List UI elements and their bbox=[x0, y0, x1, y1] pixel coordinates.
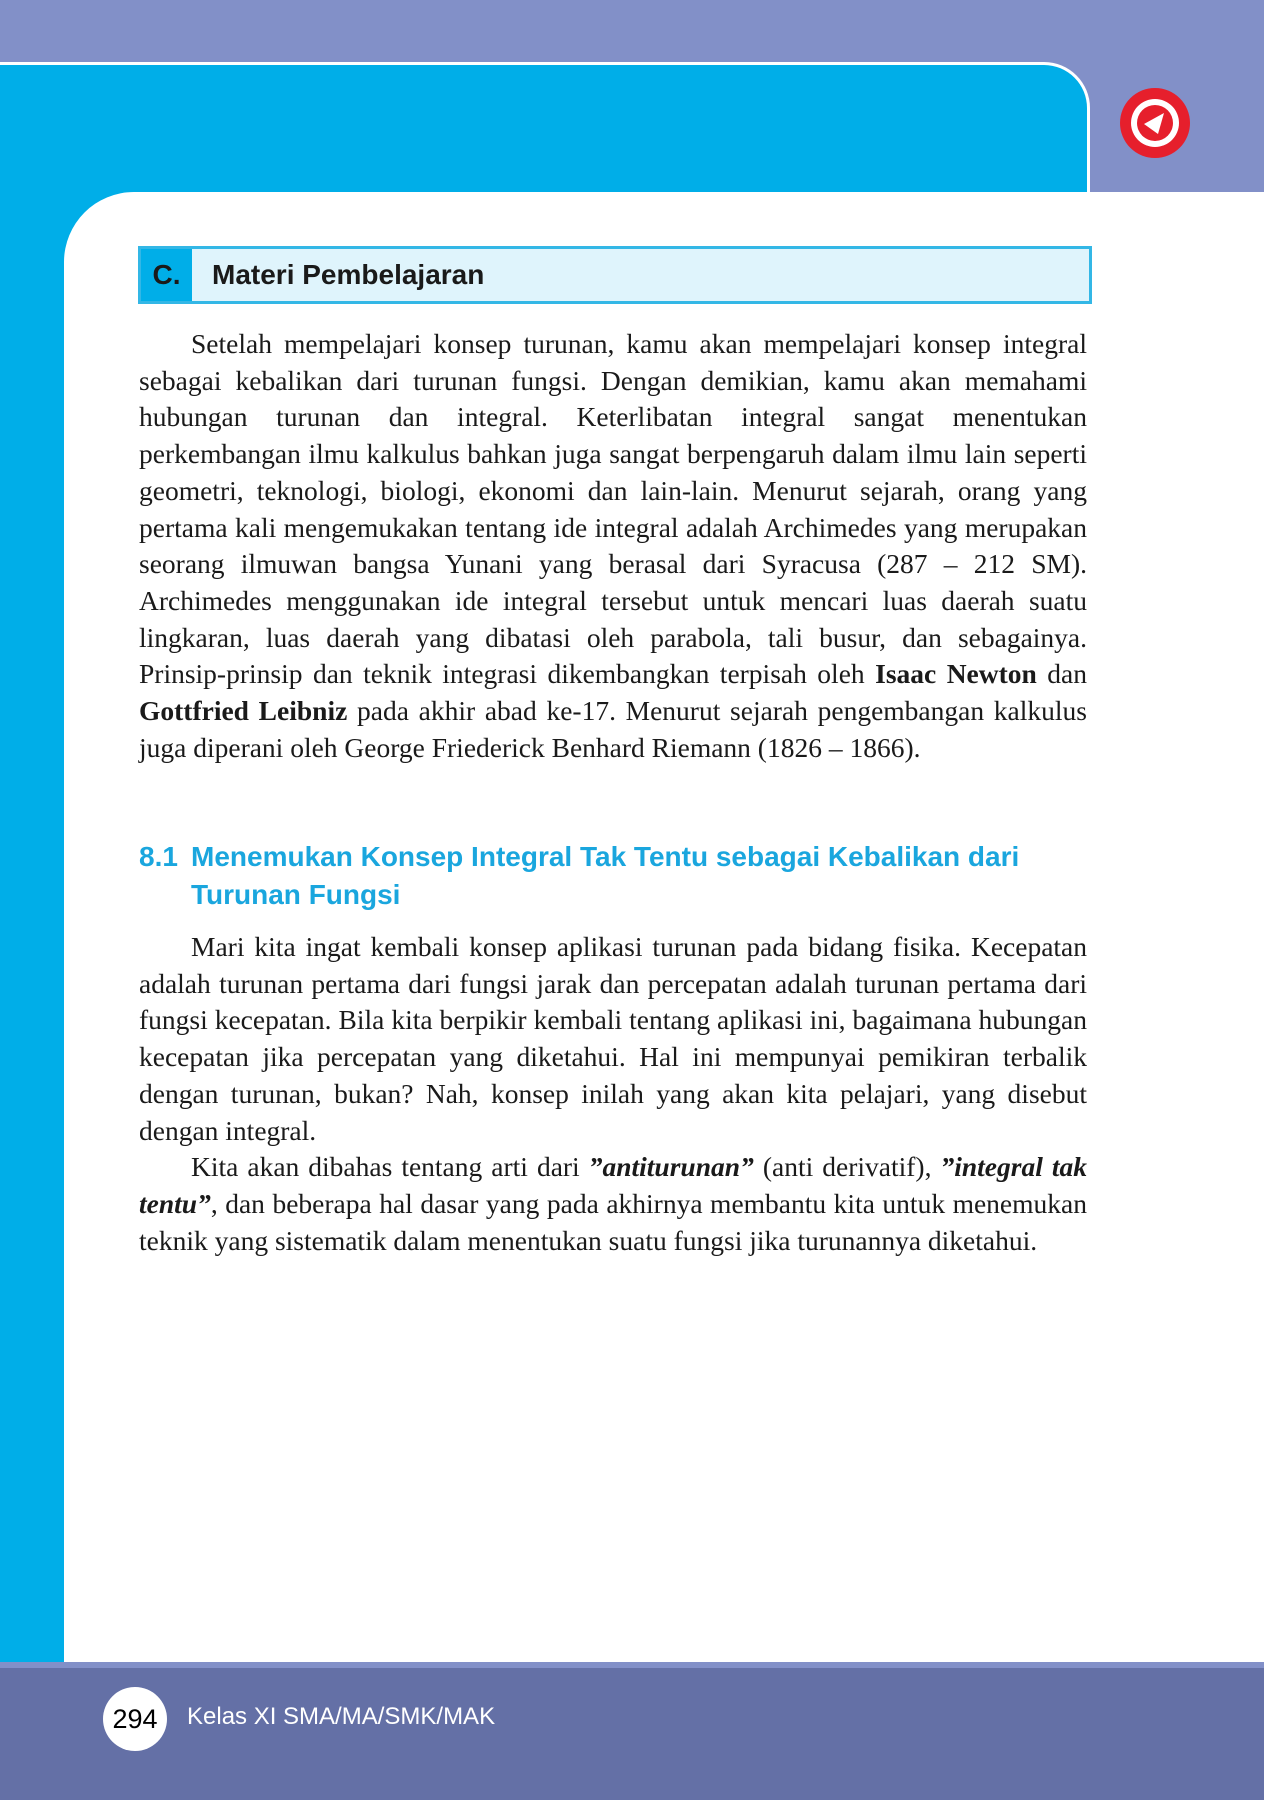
term-integral-tak-tentu: ”integral tak tentu” bbox=[139, 1151, 1088, 1219]
p3-text-b: (anti derivatif), bbox=[753, 1151, 941, 1183]
back-button[interactable] bbox=[1120, 88, 1190, 158]
subsection-number: 8.1 bbox=[139, 841, 178, 872]
name-leibniz: Gottfried Leibniz bbox=[139, 695, 348, 727]
body-text bbox=[139, 929, 1087, 1259]
intro-text-a: Setelah mempelajari konsep turunan, kamu akan mempelajari konsep integral sebagai kebalikan dari turunan fungsi. Dengan demikian, kamu akan memahami hubungan turunan dan integral. Keterlibatan integral sangat menentukan perkembangan ilmu kalkulus bahkan juga sangat berpengaruh dalam ilmu lain seperti geometri, teknologi, biologi, ekonomi dan lain-lain. Menurut sejarah, orang yang pertama kali mengemukakan tentang ide integral adalah Archimedes yang merupakan seorang ilmuwan bangsa Yunani yang berasal dari Syracusa (287 – 212 SM). Archimedes menggunakan ide integral tersebut untuk mencari luas daerah suatu lingkaran, luas daerah yang dibatasi oleh parabola, tali busur, dan sebagainya. Prinsip-prinsip dan teknik integrasi dikembangkan terpisah oleh bbox=[139, 328, 1087, 690]
intro-text-b: pada akhir abad ke-17. Menurut sejarah pengembangan kalkulus juga diperani oleh George Friederick Benhard Riemann (1826 – 1866). bbox=[139, 695, 1087, 763]
top-band bbox=[0, 0, 1264, 62]
footer bbox=[0, 1668, 1264, 1800]
section-letter: C. bbox=[141, 249, 192, 301]
back-arrow-icon bbox=[1120, 88, 1190, 158]
intro-text bbox=[139, 326, 1087, 766]
book-title: Kelas XI SMA/MA/SMK/MAK bbox=[187, 1703, 496, 1730]
intro-conj: dan bbox=[1036, 658, 1087, 690]
subsection-title-2: Turunan Fungsi bbox=[191, 879, 401, 910]
p3-text-c: , dan beberapa hal dasar yang pada akhirnya membantu kita untuk menemukan teknik yang sistematik dalam menentukan suatu fungsi jika turunannya diketahui. bbox=[139, 1187, 1087, 1256]
intro-paragraph bbox=[139, 326, 1087, 766]
p3-text-a: Kita akan dibahas tentang arti dari bbox=[191, 1151, 589, 1183]
name-newton: Isaac Newton bbox=[875, 658, 1037, 690]
paragraph-fisika: Mari kita ingat kembali konsep aplikasi turunan pada bidang fisika. Kecepatan adalah turunan pertama dari fungsi jarak dan percepatan adalah turunan pertama dari fungsi kecepatan. Bila kita berpikir kembali tentang aplikasi ini, bagaimana hubungan kecepatan jika percepatan yang diketahui. Hal ini mempunyai pemikiran terbalik dengan turunan, bukan? Nah, konsep inilah yang akan kita pelajari, yang disebut dengan integral. bbox=[139, 931, 1087, 1146]
section-header bbox=[138, 246, 1092, 304]
subsection-heading bbox=[139, 838, 1099, 914]
subsection-title-1: Menemukan Konsep Integral Tak Tentu sebagai Kebalikan dari bbox=[191, 841, 1020, 872]
term-antiturunan: ”antiturunan” bbox=[588, 1151, 754, 1183]
section-title: Materi Pembelajaran bbox=[212, 259, 485, 290]
paragraph-antiturunan bbox=[139, 1149, 1087, 1259]
page-number: 294 bbox=[103, 1687, 167, 1751]
